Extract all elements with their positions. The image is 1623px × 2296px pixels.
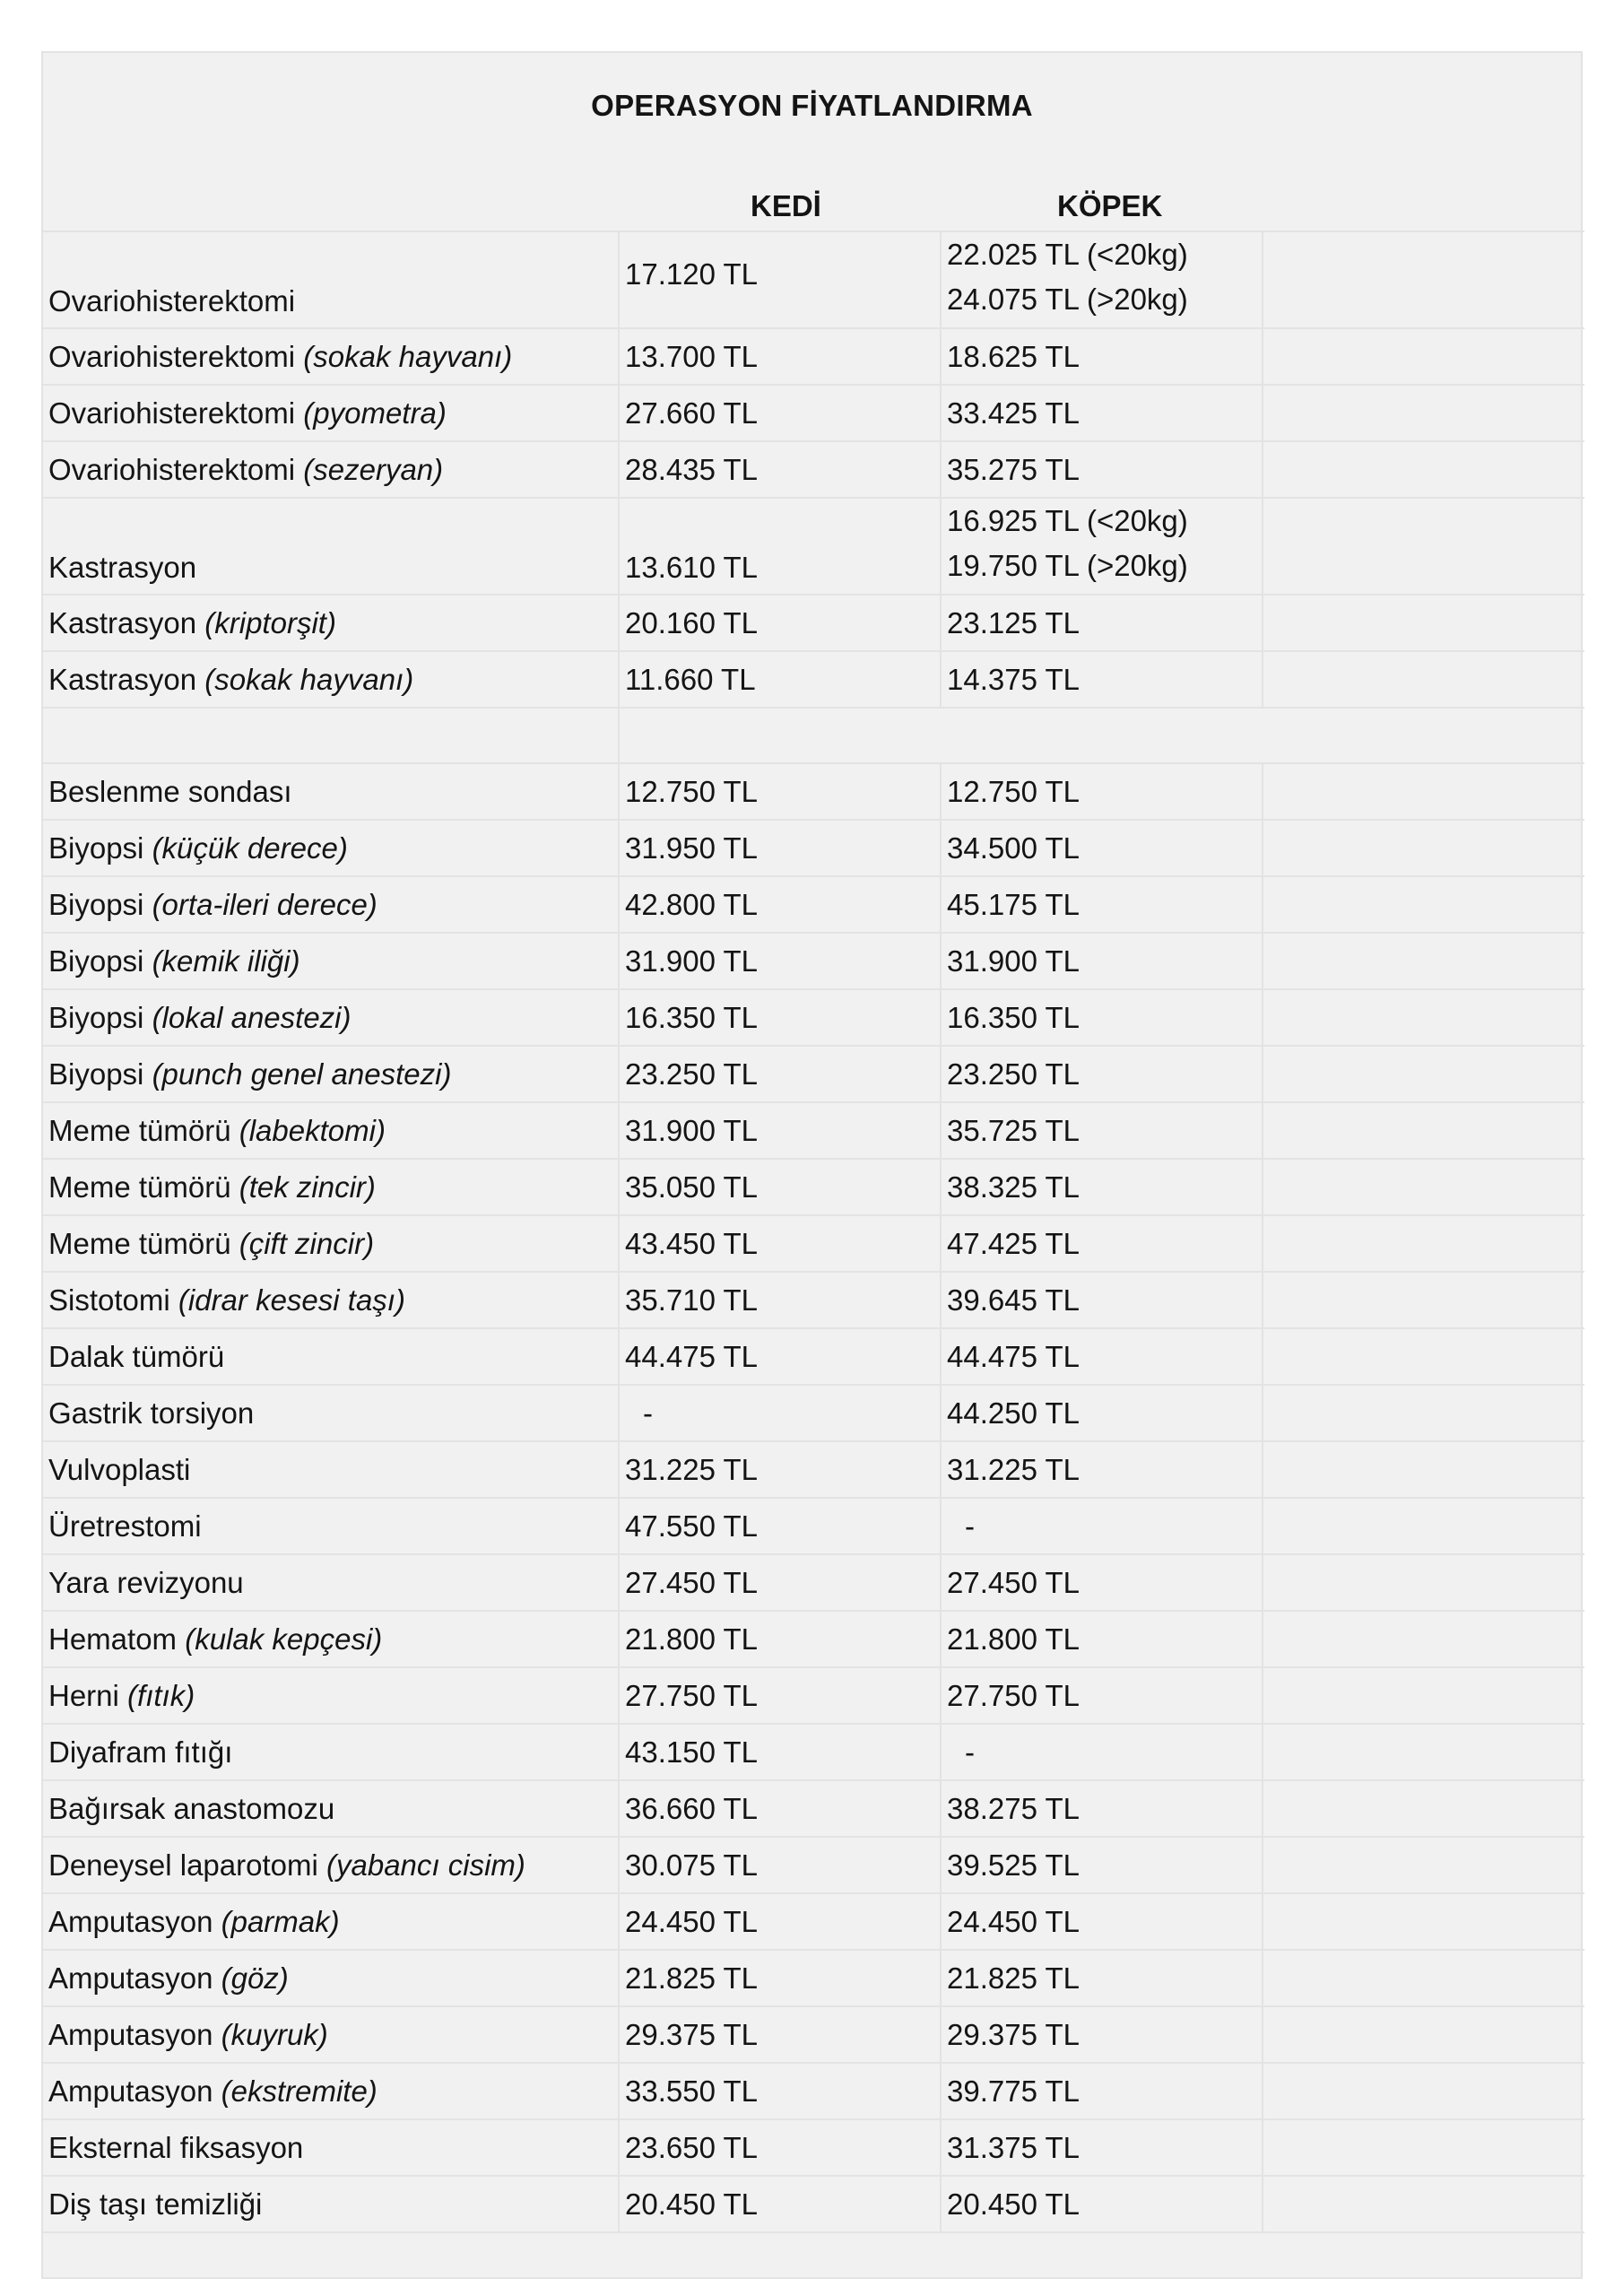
price-kedi: 23.250 TL <box>620 1047 942 1101</box>
operation-name <box>43 2064 620 2118</box>
operation-name-text: Biyopsi <box>48 1057 144 1091</box>
price-kedi: 27.450 TL <box>620 1555 942 1610</box>
table-row <box>43 1273 1584 1329</box>
price-kopek: 31.375 TL <box>942 2120 1263 2175</box>
empty-cell <box>620 709 1584 762</box>
price-kopek: 23.250 TL <box>942 1047 1263 1101</box>
price-kedi: 31.950 TL <box>620 821 942 875</box>
operation-qualifier: (kulak kepçesi) <box>185 1622 383 1656</box>
operation-name-text: Ovariohisterektomi <box>48 284 296 317</box>
operation-name <box>43 1612 620 1666</box>
operation-name-text: Herni <box>48 1679 119 1712</box>
operation-name-text: Ovariohisterektomi <box>48 453 296 486</box>
table-row <box>43 1047 1584 1103</box>
empty-cell <box>1263 2177 1584 2231</box>
price-kopek: 16.350 TL <box>942 990 1263 1045</box>
price-kedi: 43.450 TL <box>620 1216 942 1271</box>
price-sheet <box>41 51 1583 2279</box>
price-kedi: 16.350 TL <box>620 990 942 1045</box>
operation-name-text: Beslenme sondası <box>48 775 292 808</box>
empty-cell <box>1263 1442 1584 1497</box>
operation-name-text: Hematom <box>48 1622 178 1656</box>
table-row <box>43 1216 1584 1273</box>
operation-name <box>43 1668 620 1723</box>
empty-cell <box>1263 934 1584 988</box>
price-kedi: 31.900 TL <box>620 934 942 988</box>
empty-cell <box>1263 1894 1584 1949</box>
price-kopek: - <box>942 1499 1263 1553</box>
price-kopek: 38.275 TL <box>942 1781 1263 1836</box>
table-row <box>43 1838 1584 1894</box>
empty-cell <box>1263 1329 1584 1384</box>
price-kedi: 17.120 TL <box>620 232 942 327</box>
operation-name <box>43 232 620 327</box>
table-row <box>43 2064 1584 2120</box>
price-kopek: 39.775 TL <box>942 2064 1263 2118</box>
price-kedi: 47.550 TL <box>620 1499 942 1553</box>
empty-cell <box>1263 1838 1584 1892</box>
operation-name-text: Diş taşı temizliği <box>48 2187 263 2221</box>
price-kopek: 44.250 TL <box>942 1386 1263 1440</box>
operation-qualifier: (lokal anestezi) <box>152 1001 352 1034</box>
operation-name-text: Bağırsak anastomozu <box>48 1792 335 1825</box>
operation-name-text: Deneysel laparotomi <box>48 1848 318 1882</box>
operation-name <box>43 1386 620 1440</box>
operation-name <box>43 386 620 440</box>
price-kedi: 27.660 TL <box>620 386 942 440</box>
empty-cell <box>1263 1103 1584 1158</box>
table-row <box>43 329 1584 386</box>
table-row <box>43 442 1584 499</box>
empty-cell <box>1263 499 1584 594</box>
operation-name <box>43 596 620 650</box>
operation-qualifier: (punch genel anestezi) <box>152 1057 452 1091</box>
empty-cell <box>1263 1612 1584 1666</box>
operation-qualifier: (kuyruk) <box>221 2018 328 2051</box>
operation-name <box>43 877 620 932</box>
empty-cell <box>1263 329 1584 384</box>
empty-cell <box>1263 821 1584 875</box>
operation-name <box>43 442 620 497</box>
price-kedi: 27.750 TL <box>620 1668 942 1723</box>
price-kedi: 12.750 TL <box>620 764 942 819</box>
operation-name-text: Amputasyon <box>48 1961 213 1995</box>
operation-name-text: Dalak tümörü <box>48 1340 225 1373</box>
operation-qualifier: (sokak hayvanı) <box>204 663 414 696</box>
price-kopek: 47.425 TL <box>942 1216 1263 1271</box>
operation-name-text: Gastrik torsiyon <box>48 1396 255 1430</box>
operation-name <box>43 764 620 819</box>
operation-name <box>43 934 620 988</box>
price-kedi: 24.450 TL <box>620 1894 942 1949</box>
operation-qualifier: (göz) <box>221 1961 289 1995</box>
table-row <box>43 934 1584 990</box>
table-row <box>43 386 1584 442</box>
empty-cell <box>1263 652 1584 707</box>
price-kopek-line: 22.025 TL (<20kg) <box>947 238 1188 271</box>
price-kopek: 24.450 TL <box>942 1894 1263 1949</box>
price-kopek: 35.725 TL <box>942 1103 1263 1158</box>
price-kopek: 44.475 TL <box>942 1329 1263 1384</box>
operation-qualifier: (çift zincir) <box>239 1227 375 1260</box>
table-row <box>43 1442 1584 1499</box>
operation-name-text: Sistotomi <box>48 1283 170 1317</box>
operation-name <box>43 1160 620 1214</box>
price-kedi: 35.050 TL <box>620 1160 942 1214</box>
price-kopek: 35.275 TL <box>942 442 1263 497</box>
empty-cell <box>43 709 620 762</box>
price-kedi: 23.650 TL <box>620 2120 942 2175</box>
operation-name <box>43 1499 620 1553</box>
empty-cell <box>1263 232 1584 327</box>
operation-name <box>43 1329 620 1384</box>
price-kopek-line: 19.750 TL (>20kg) <box>947 549 1188 582</box>
price-kopek: 21.800 TL <box>942 1612 1263 1666</box>
page-title: OPERASYON FİYATLANDIRMA <box>591 89 1033 122</box>
empty-cell <box>1263 1951 1584 2005</box>
price-kopek: 33.425 TL <box>942 386 1263 440</box>
table-row <box>43 821 1584 877</box>
operation-name-text: Yara revizyonu <box>48 1566 244 1599</box>
operation-name-text: Meme tümörü <box>48 1227 231 1260</box>
price-kopek: 27.450 TL <box>942 1555 1263 1610</box>
price-kedi: 21.825 TL <box>620 1951 942 2005</box>
operation-name <box>43 1838 620 1892</box>
price-kopek: 38.325 TL <box>942 1160 1263 1214</box>
operation-name-text: Biyopsi <box>48 1001 144 1034</box>
price-kopek: 34.500 TL <box>942 821 1263 875</box>
operation-name-text: Ovariohisterektomi <box>48 396 296 430</box>
operation-qualifier: (labektomi) <box>239 1114 386 1147</box>
price-kopek: 45.175 TL <box>942 877 1263 932</box>
table-row <box>43 2007 1584 2064</box>
price-kopek: 39.525 TL <box>942 1838 1263 1892</box>
table-row <box>43 1160 1584 1216</box>
price-kopek: 29.375 TL <box>942 2007 1263 2062</box>
empty-cell <box>1263 1273 1584 1327</box>
price-kedi: 11.660 TL <box>620 652 942 707</box>
operation-name <box>43 1103 620 1158</box>
operation-name <box>43 1273 620 1327</box>
empty-cell <box>1263 2064 1584 2118</box>
price-kedi: - <box>620 1386 942 1440</box>
empty-cell <box>1263 2120 1584 2175</box>
operation-name <box>43 2007 620 2062</box>
operation-name <box>43 990 620 1045</box>
price-kedi: 42.800 TL <box>620 877 942 932</box>
operation-qualifier: (parmak) <box>221 1905 340 1938</box>
operation-name-text: Diyafram fıtığı <box>48 1735 233 1769</box>
price-table <box>43 230 1584 2233</box>
empty-cell <box>1263 1781 1584 1836</box>
price-kedi: 44.475 TL <box>620 1329 942 1384</box>
table-row <box>43 877 1584 934</box>
operation-name-text: Biyopsi <box>48 888 144 921</box>
operation-name-text: Meme tümörü <box>48 1170 231 1204</box>
operation-name-text: Biyopsi <box>48 831 144 865</box>
price-kopek: 39.645 TL <box>942 1273 1263 1327</box>
empty-cell <box>1263 1725 1584 1779</box>
operation-name <box>43 1216 620 1271</box>
price-kedi: 35.710 TL <box>620 1273 942 1327</box>
empty-cell <box>1263 1047 1584 1101</box>
table-row <box>43 1725 1584 1781</box>
table-row <box>43 1103 1584 1160</box>
price-kedi: 20.160 TL <box>620 596 942 650</box>
operation-name-text: Eksternal fiksasyon <box>48 2131 304 2164</box>
empty-cell <box>1263 877 1584 932</box>
operation-name <box>43 1047 620 1101</box>
operation-qualifier: (kriptorşit) <box>204 606 336 639</box>
empty-cell <box>1263 1386 1584 1440</box>
spacer-row <box>43 709 1584 764</box>
price-kopek-line: 24.075 TL (>20kg) <box>947 283 1188 316</box>
price-kedi: 31.900 TL <box>620 1103 942 1158</box>
operation-qualifier: (sokak hayvanı) <box>303 340 513 373</box>
table-row <box>43 652 1584 709</box>
price-kedi: 13.610 TL <box>620 499 942 594</box>
price-kedi: 28.435 TL <box>620 442 942 497</box>
operation-name-text: Kastrasyon <box>48 663 197 696</box>
price-kedi: 20.450 TL <box>620 2177 942 2231</box>
operation-name-text: Meme tümörü <box>48 1114 231 1147</box>
price-kedi: 29.375 TL <box>620 2007 942 2062</box>
operation-name <box>43 329 620 384</box>
empty-cell <box>1263 2007 1584 2062</box>
table-row <box>43 1386 1584 1442</box>
price-kedi: 43.150 TL <box>620 1725 942 1779</box>
table-row <box>43 990 1584 1047</box>
table-row <box>43 232 1584 329</box>
table-row <box>43 1894 1584 1951</box>
price-kopek: 20.450 TL <box>942 2177 1263 2231</box>
table-row <box>43 499 1584 596</box>
operation-name-text: Kastrasyon <box>48 606 197 639</box>
price-kopek: 14.375 TL <box>942 652 1263 707</box>
operation-name <box>43 1951 620 2005</box>
price-kopek-line: 16.925 TL (<20kg) <box>947 504 1188 537</box>
table-row <box>43 596 1584 652</box>
price-kedi: 33.550 TL <box>620 2064 942 2118</box>
table-row <box>43 1781 1584 1838</box>
table-row <box>43 2177 1584 2233</box>
operation-name <box>43 499 620 594</box>
empty-cell <box>1263 386 1584 440</box>
table-row <box>43 1329 1584 1386</box>
empty-cell <box>1263 442 1584 497</box>
empty-cell <box>1263 1499 1584 1553</box>
operation-name <box>43 2177 620 2231</box>
operation-qualifier: (ekstremite) <box>221 2074 378 2108</box>
empty-cell <box>1263 990 1584 1045</box>
price-kopek: 18.625 TL <box>942 329 1263 384</box>
price-kedi: 13.700 TL <box>620 329 942 384</box>
table-row <box>43 1612 1584 1668</box>
price-kopek: 27.750 TL <box>942 1668 1263 1723</box>
operation-name-text: Kastrasyon <box>48 551 197 584</box>
operation-qualifier: (tek zincir) <box>239 1170 376 1204</box>
operation-name <box>43 652 620 707</box>
operation-name <box>43 1442 620 1497</box>
column-header-kedi: KEDİ <box>751 189 821 222</box>
operation-qualifier: (orta-ileri derece) <box>152 888 378 921</box>
operation-name-text: Ovariohisterektomi <box>48 340 296 373</box>
price-kopek: 31.900 TL <box>942 934 1263 988</box>
price-kedi: 36.660 TL <box>620 1781 942 1836</box>
operation-name-text: Amputasyon <box>48 1905 213 1938</box>
empty-cell <box>1263 764 1584 819</box>
operation-name-text: Vulvoplasti <box>48 1453 191 1486</box>
operation-qualifier: (yabancı cisim) <box>326 1848 525 1882</box>
table-row <box>43 1668 1584 1725</box>
operation-name <box>43 1894 620 1949</box>
table-row <box>43 1555 1584 1612</box>
price-kopek: - <box>942 1725 1263 1779</box>
table-row <box>43 764 1584 821</box>
operation-name <box>43 1725 620 1779</box>
empty-cell <box>1263 1668 1584 1723</box>
table-row <box>43 1499 1584 1555</box>
operation-name-text: Amputasyon <box>48 2074 213 2108</box>
operation-qualifier: (pyometra) <box>303 396 447 430</box>
operation-qualifier: (küçük derece) <box>152 831 348 865</box>
operation-qualifier: (kemik iliği) <box>152 944 300 978</box>
table-row <box>43 2120 1584 2177</box>
empty-cell <box>1263 1216 1584 1271</box>
operation-name <box>43 1781 620 1836</box>
empty-cell <box>1263 596 1584 650</box>
price-kopek: 31.225 TL <box>942 1442 1263 1497</box>
operation-name-text: Üretrestomi <box>48 1509 202 1543</box>
operation-name <box>43 1555 620 1610</box>
price-kedi: 31.225 TL <box>620 1442 942 1497</box>
price-kedi: 30.075 TL <box>620 1838 942 1892</box>
table-row <box>43 1951 1584 2007</box>
price-kopek <box>942 232 1263 327</box>
operation-name <box>43 2120 620 2175</box>
empty-cell <box>1263 1160 1584 1214</box>
column-header-kopek: KÖPEK <box>1057 189 1163 222</box>
price-kopek: 12.750 TL <box>942 764 1263 819</box>
operation-name-text: Amputasyon <box>48 2018 213 2051</box>
operation-qualifier: (sezeryan) <box>303 453 444 486</box>
empty-cell <box>1263 1555 1584 1610</box>
operation-qualifier: (fıtık) <box>127 1679 195 1712</box>
operation-name <box>43 821 620 875</box>
price-kopek <box>942 499 1263 594</box>
operation-name-text: Biyopsi <box>48 944 144 978</box>
price-kopek: 23.125 TL <box>942 596 1263 650</box>
price-kopek: 21.825 TL <box>942 1951 1263 2005</box>
price-kedi: 21.800 TL <box>620 1612 942 1666</box>
operation-qualifier: (idrar kesesi taşı) <box>178 1283 405 1317</box>
